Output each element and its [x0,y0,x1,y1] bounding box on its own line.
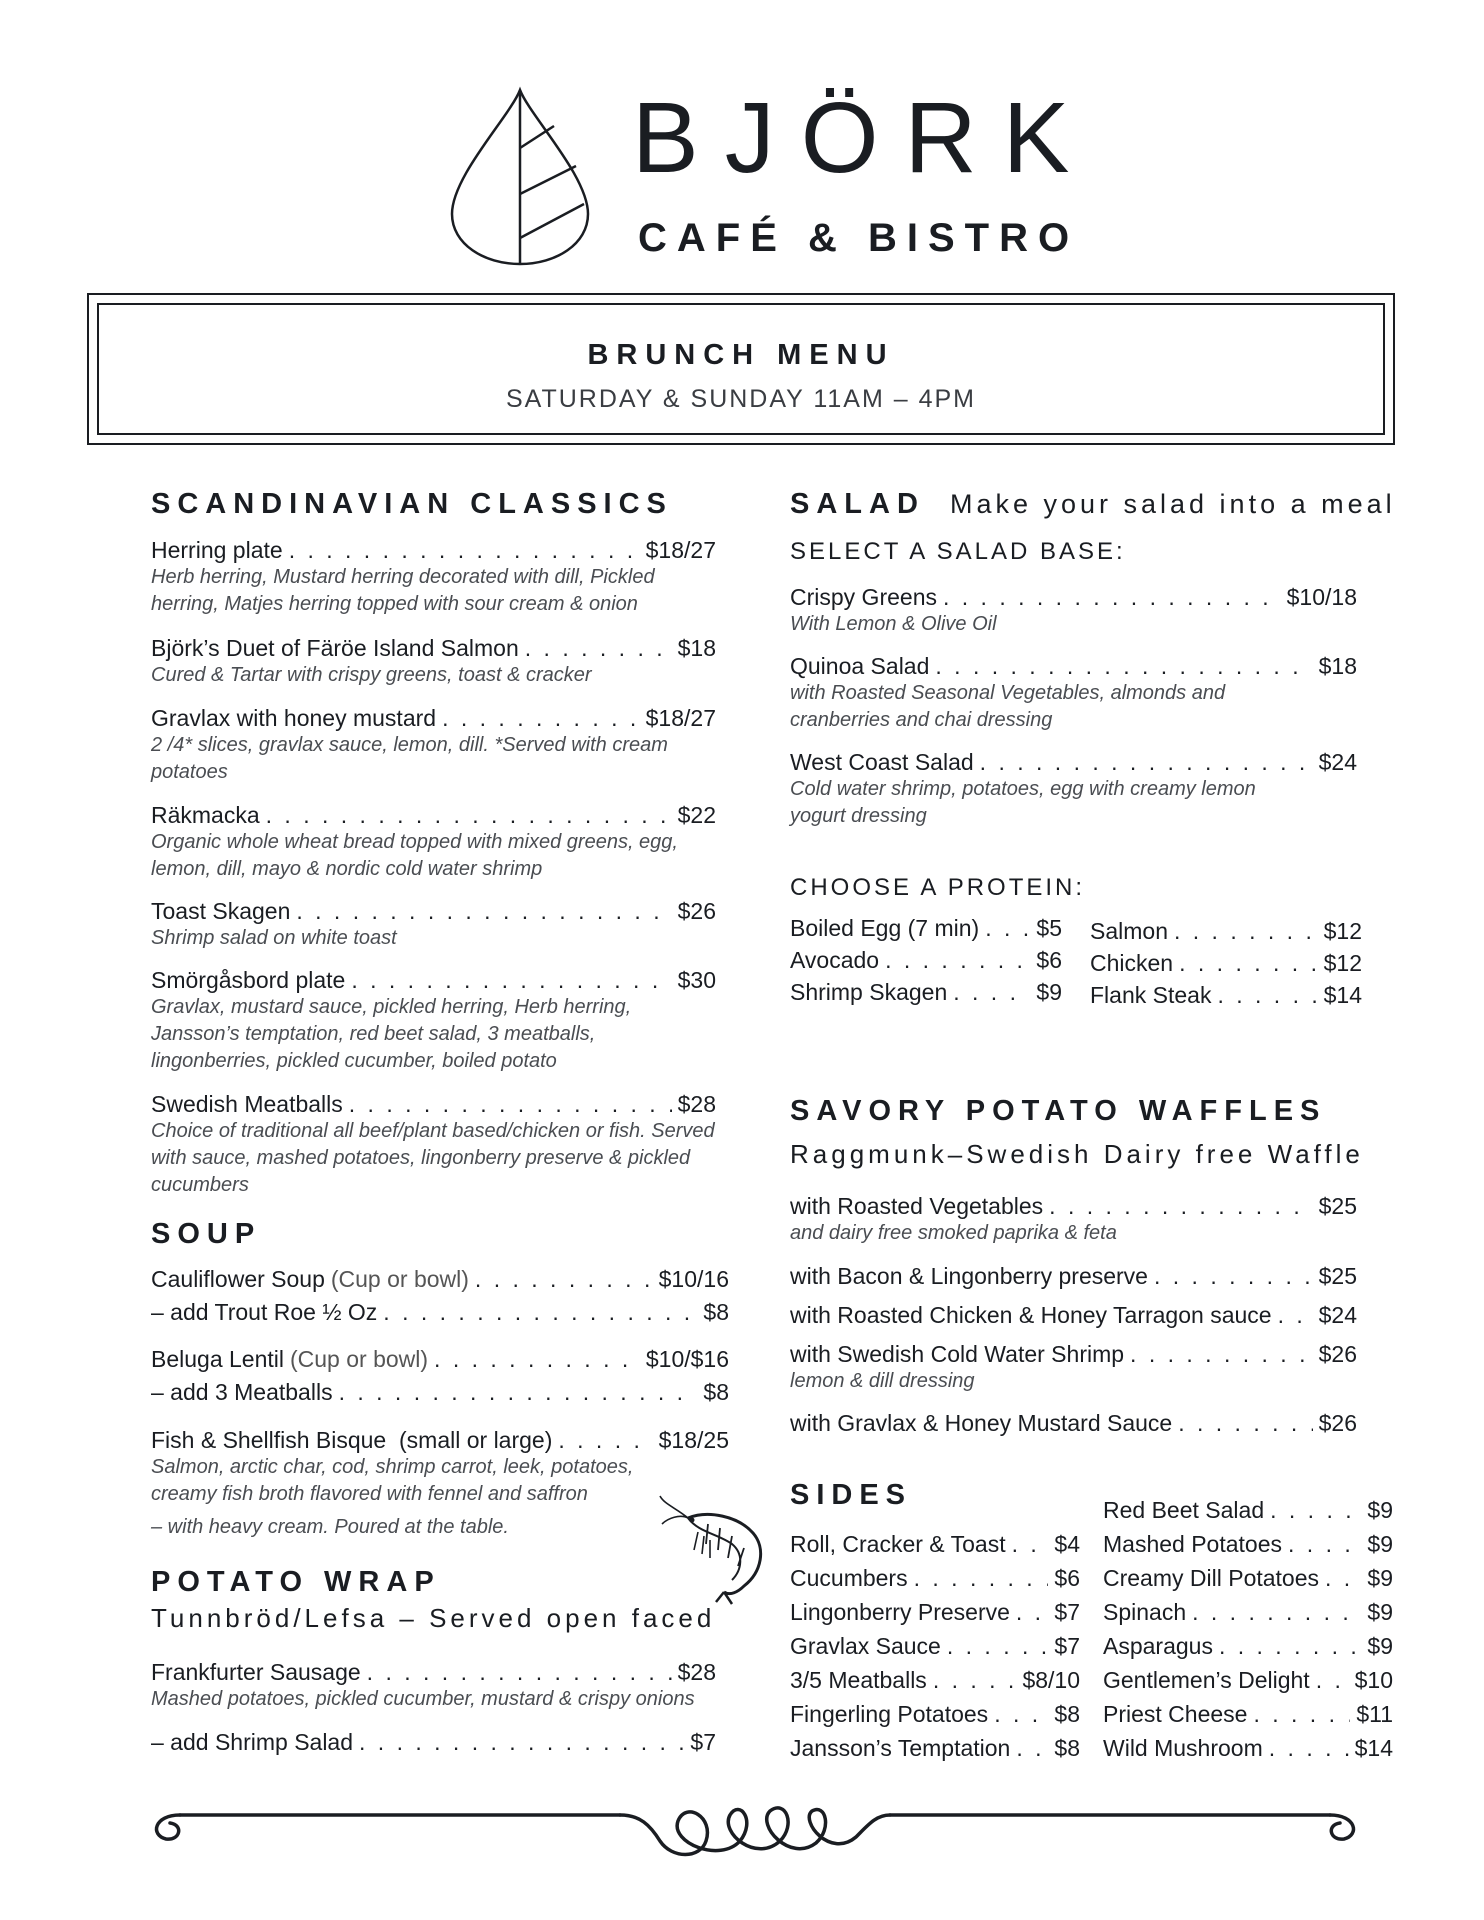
waffle-item [790,1302,1357,1329]
item-description-extra: – with heavy cream. Poured at the table. [151,1516,509,1538]
dot-leader [1192,1595,1361,1629]
waffles-section-subtitle: Raggmunk–Swedish Dairy free Waffle [790,1139,1364,1169]
addon-name: – add Shrimp Salad [151,1729,354,1755]
item-name: with Roasted Vegetables [790,1193,1044,1219]
item-price: $28 [677,1659,716,1685]
side-item: Creamy Dill Potatoes . . . $9 [1103,1561,1393,1595]
addon-name: – add 3 Meatballs [151,1379,333,1405]
side-item: Gentlemen’s Delight . . . $10 [1103,1663,1393,1697]
item-price: $26 [1318,1410,1357,1436]
sides-list-right [1103,1493,1393,1765]
item-name: Crispy Greens [790,584,937,610]
dot-leader [1269,1731,1349,1765]
item-price: $18 [1318,653,1357,679]
waffle-item [790,1410,1357,1437]
protein-item: Chicken . . . $12 [1090,947,1362,979]
dot-leader [1049,1193,1312,1220]
dot-leader [953,976,1030,1008]
shrimp-icon [658,1488,778,1608]
item-description: Cold water shrimp, potatoes, egg with creamy lemon yogurt dressing [790,778,1256,827]
item-name: West Coast Salad [790,749,974,775]
side-item: Spinach . . . $9 [1103,1595,1393,1629]
protein-item: Shrimp Skagen . . . $9 [790,976,1062,1008]
dot-leader [980,749,1313,776]
item-name: Cauliflower Soup [151,1266,325,1292]
menu-title-box-inner-border [97,303,1385,435]
dot-leader [985,912,1030,944]
dot-leader [1012,1527,1049,1561]
item-note: (Cup or bowl) [330,1266,469,1292]
protein-item: Avocado . . . $6 [790,944,1062,976]
item-price: $26 [677,898,716,924]
item-name: Frankfurter Sausage [151,1659,361,1685]
dot-leader [1016,1731,1048,1765]
item-name: with Gravlax & Honey Mustard Sauce [790,1410,1173,1436]
soup-section-title: SOUP [151,1218,262,1250]
item-name: Fish & Shellfish Bisque (small or large) [151,1427,553,1453]
item-name: Räkmacka [151,802,260,828]
dot-leader [1288,1527,1361,1561]
item-description: with Roasted Seasonal Vegetables, almonds and cranberries and chai dressing [790,682,1226,731]
dot-leader [933,1663,1017,1697]
item-description: and dairy free smoked paprika & feta [790,1222,1117,1244]
dot-leader [935,653,1312,680]
dot-leader [359,1729,684,1756]
addon-price: $7 [690,1729,716,1755]
item-name: Smörgåsbord plate [151,967,346,993]
waffle-item [790,1193,1357,1247]
item-price: $18/27 [645,705,716,731]
side-item: Jansson’s Temptation . . . $8 [790,1731,1080,1765]
dot-leader [434,1343,640,1376]
dot-leader [367,1659,672,1686]
wrap-section-subtitle: Tunnbröd/Lefsa – Served open faced [151,1603,716,1633]
dot-leader [1174,915,1318,947]
dot-leader [558,1427,652,1454]
item-name: Björk’s Duet of Färöe Island Salmon [151,635,519,661]
dot-leader [349,1091,672,1118]
waffle-item [790,1341,1357,1395]
side-item: Gravlax Sauce . . . $7 [790,1629,1080,1663]
dot-leader [1154,1263,1313,1290]
dot-leader [914,1561,1049,1595]
menu-item [151,635,716,689]
item-note: (Cup or bowl) [290,1346,429,1372]
item-price: $10/$16 [645,1346,729,1372]
protein-item: Flank Steak . . . $14 [1090,979,1362,1011]
item-price: $25 [1318,1193,1357,1219]
side-item: Mashed Potatoes . . . $9 [1103,1527,1393,1561]
dot-leader [266,802,672,829]
side-item: Fingerling Potatoes . . . $8 [790,1697,1080,1731]
dot-leader [1179,947,1318,979]
menu-item [151,1729,716,1756]
side-item: Asparagus . . . $9 [1103,1629,1393,1663]
dot-leader [1325,1561,1361,1595]
dot-leader [1130,1341,1313,1368]
salad-base-item [790,584,1357,638]
leaf-logo-icon [450,86,590,266]
item-price: $24 [1318,1302,1357,1328]
item-price: $24 [1318,749,1357,775]
item-price: $26 [1318,1341,1357,1367]
menu-item [151,537,716,618]
menu-title-box [87,293,1395,445]
item-name: Quinoa Salad [790,653,930,679]
side-item: Priest Cheese . . . $11 [1103,1697,1393,1731]
dot-leader [1217,979,1317,1011]
dot-leader [1219,1629,1361,1663]
dot-leader [943,584,1281,611]
protein-list-right [1090,915,1362,1011]
side-item: Roll, Cracker & Toast . . . $4 [790,1527,1080,1561]
menu-item [151,1091,716,1199]
item-price: $10/18 [1286,584,1357,610]
soup-item [151,1263,729,1329]
dot-leader [1253,1697,1350,1731]
menu-item [151,1659,716,1713]
dot-leader [351,967,671,994]
item-description: lemon & dill dressing [790,1370,975,1392]
addon-name: – add Trout Roe ½ Oz [151,1299,378,1325]
dot-leader [1278,1302,1313,1329]
waffle-item [790,1263,1357,1290]
item-name: Beluga Lentil [151,1346,284,1372]
dot-leader [947,1629,1049,1663]
menu-title: BRUNCH MENU [587,339,895,371]
dot-leader [885,944,1030,976]
protein-label: CHOOSE A PROTEIN: [790,874,1086,901]
side-item: Red Beet Salad . . . $9 [1103,1493,1393,1527]
item-price: $10/16 [658,1266,729,1292]
brand-name: BJÖRK [632,82,1096,194]
dot-leader [475,1263,653,1296]
wrap-section-title: POTATO WRAP [151,1566,441,1598]
sides-list-left [790,1527,1080,1765]
side-item: 3/5 Meatballs . . . $8/10 [790,1663,1080,1697]
brand-tagline: CAFÉ & BISTRO [638,216,1080,260]
item-description: Herb herring, Mustard herring decorated with dill, Pickled herring, Matjes herring topped with sour cream & onion [151,566,655,615]
item-name: with Roasted Chicken & Honey Tarragon sauce [790,1302,1272,1328]
salad-title: SALAD [790,488,925,520]
item-description: Choice of traditional all beef/plant based/chicken or fish. Served with sauce, mashed potatoes, lingonberry preserve & pickled cucumbers [151,1120,715,1196]
protein-item: Boiled Egg (7 min) . . . $5 [790,912,1062,944]
dot-leader [289,537,640,564]
salad-subtitle: Make your salad into a meal [949,489,1396,519]
menu-item [151,967,716,1075]
menu-item [151,802,716,883]
salad-base-item [790,749,1357,830]
waffles-section-title: SAVORY POTATO WAFFLES [790,1095,1327,1127]
addon-price: $8 [703,1379,729,1405]
item-description: Mashed potatoes, pickled cucumber, mustard & crispy onions [151,1688,695,1710]
item-price: $18/27 [645,537,716,563]
item-description: Cured & Tartar with crispy greens, toast & cracker [151,664,592,686]
item-description: With Lemon & Olive Oil [790,613,997,635]
flourish-divider [140,1785,1370,1865]
item-description: Shrimp salad on white toast [151,927,397,949]
soup-item [151,1343,729,1409]
menu-item [151,898,716,952]
salad-section-title [790,490,1396,519]
item-description: Gravlax, mustard sauce, pickled herring, Herb herring, Jansson’s temptation, red beet salad, 3 meatballs, lingonberries, pickled cucumber, boiled potato [151,996,632,1072]
item-description: 2 /4* slices, gravlax sauce, lemon, dill. *Served with cream potatoes [151,734,668,783]
dot-leader [1016,1595,1049,1629]
addon-price: $8 [703,1299,729,1325]
sides-section-title: SIDES [790,1479,913,1511]
salad-base-label: SELECT A SALAD BASE: [790,538,1126,565]
dot-leader [383,1296,697,1329]
item-price: $22 [677,802,716,828]
side-item: Cucumbers . . . $6 [790,1561,1080,1595]
dot-leader [339,1376,698,1409]
dot-leader [442,705,640,732]
item-name: Swedish Meatballs [151,1091,343,1117]
item-price: $30 [677,967,716,993]
dot-leader [1270,1493,1361,1527]
soup-item [151,1427,729,1541]
item-name: Toast Skagen [151,898,291,924]
dot-leader [525,635,672,662]
side-item: Wild Mushroom . . . $14 [1103,1731,1393,1765]
item-description: Organic whole wheat bread topped with mixed greens, egg, lemon, dill, mayo & nordic cold water shrimp [151,831,678,880]
item-price: $28 [677,1091,716,1117]
item-price: $18 [677,635,716,661]
side-item: Lingonberry Preserve . . . $7 [790,1595,1080,1629]
protein-item: Salmon . . . $12 [1090,915,1362,947]
protein-list-left [790,912,1062,1008]
item-name: with Swedish Cold Water Shrimp [790,1341,1125,1367]
dot-leader [1316,1663,1349,1697]
item-name: Gravlax with honey mustard [151,705,437,731]
dot-leader [296,898,671,925]
item-description: Salmon, arctic char, cod, shrimp carrot, leek, potatoes, creamy fish broth flavored with fennel and saffron [151,1456,634,1505]
dot-leader [994,1697,1048,1731]
item-price: $18/25 [658,1427,729,1453]
salad-base-item [790,653,1357,734]
item-name: with Bacon & Lingonberry preserve [790,1263,1148,1289]
menu-item [151,705,716,786]
menu-hours: SATURDAY & SUNDAY 11AM – 4PM [505,385,976,413]
dot-leader [1178,1410,1312,1437]
scandinavian-section-title: SCANDINAVIAN CLASSICS [151,488,673,520]
item-price: $25 [1318,1263,1357,1289]
item-name: Herring plate [151,537,283,563]
